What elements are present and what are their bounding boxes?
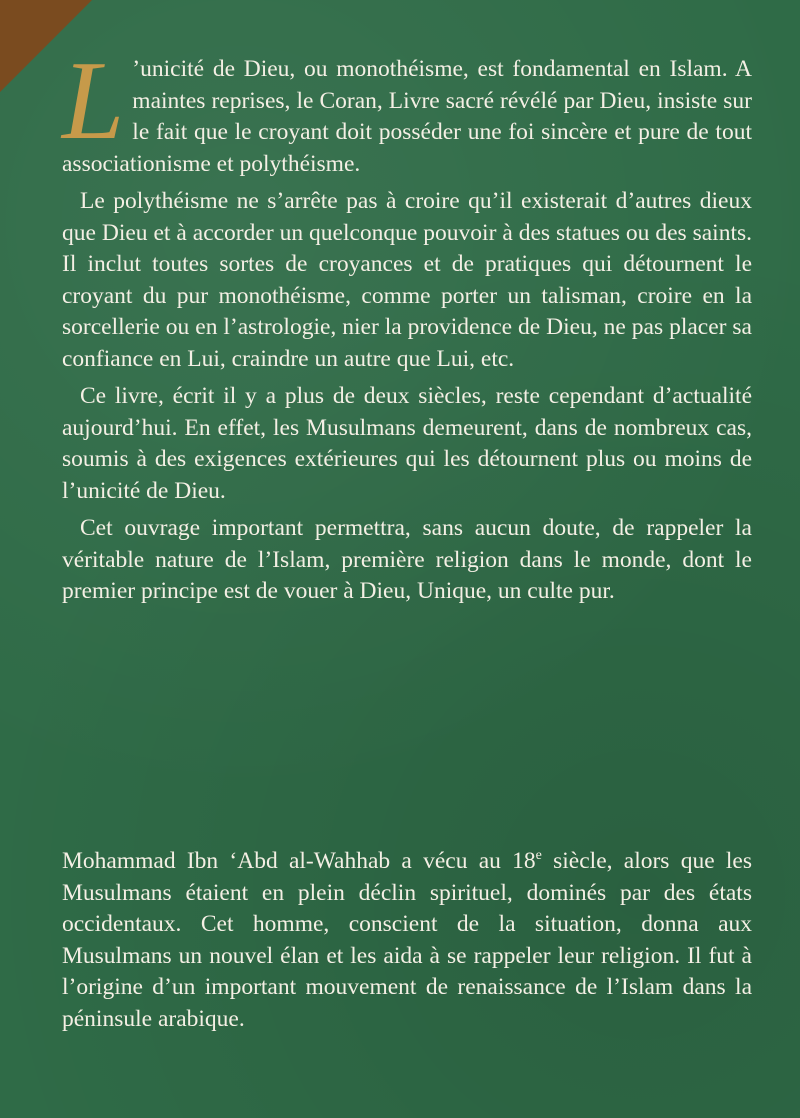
century-superscript: e [535, 848, 542, 864]
author-text-end: siècle, alors que les Musulmans étaient en plein déclin spirituel, dominés par des états occidentaux. Cet homme, conscient de la situation, donna aux Musulmans un nouvel élan et les aida à se rappeler leur religion. Il fut à l’origine d’un important mouvement de renaissance de l’Islam dans la péninsule arabique. [62, 848, 752, 1032]
paragraph-1-text: ’unicité de Dieu, ou monothéisme, est fondamental en Islam. A maintes reprises, le Coran, Livre sacré révélé par Dieu, insiste sur le fait que le croyant doit posséder une foi sincère et pure de tout associationisme et polythéisme. [62, 56, 752, 177]
paragraph-3: Ce livre, écrit il y a plus de deux siècles, reste cependant d’actualité aujourd’hui. En effet, les Musulmans demeurent, dans de nombreux cas, soumis à des exigences extérieures qui les détournent plus ou moins de l’unicité de Dieu. [62, 383, 752, 504]
drop-cap: L [62, 39, 125, 163]
author-text-start: Mohammad Ibn ‘Abd al-Wahhab a vécu au 18 [62, 848, 536, 874]
description-block [62, 39, 752, 614]
paragraph-4: Cet ouvrage important permettra, sans aucun doute, de rappeler la véritable nature de l’Islam, première religion dans le monde, dont le premier principe est de vouer à Dieu, Unique, un culte pur. [62, 515, 752, 604]
author-paragraph [62, 846, 752, 1035]
paragraph-2: Le polythéisme ne s’arrête pas à croire qu’il existerait d’autres dieux que Dieu et à accorder un quelconque pouvoir à des statues ou des saints. Il inclut toutes sortes de croyances et de pratiques qui détournent le croyant du pur monothéisme, comme porter un talisman, croire en la sorcellerie ou en l’astrologie, nier la providence de Dieu, ne pas placer sa confiance en Lui, craindre un autre que Lui, etc. [62, 188, 752, 372]
paragraph-1 [62, 39, 752, 180]
author-block [62, 846, 752, 1035]
